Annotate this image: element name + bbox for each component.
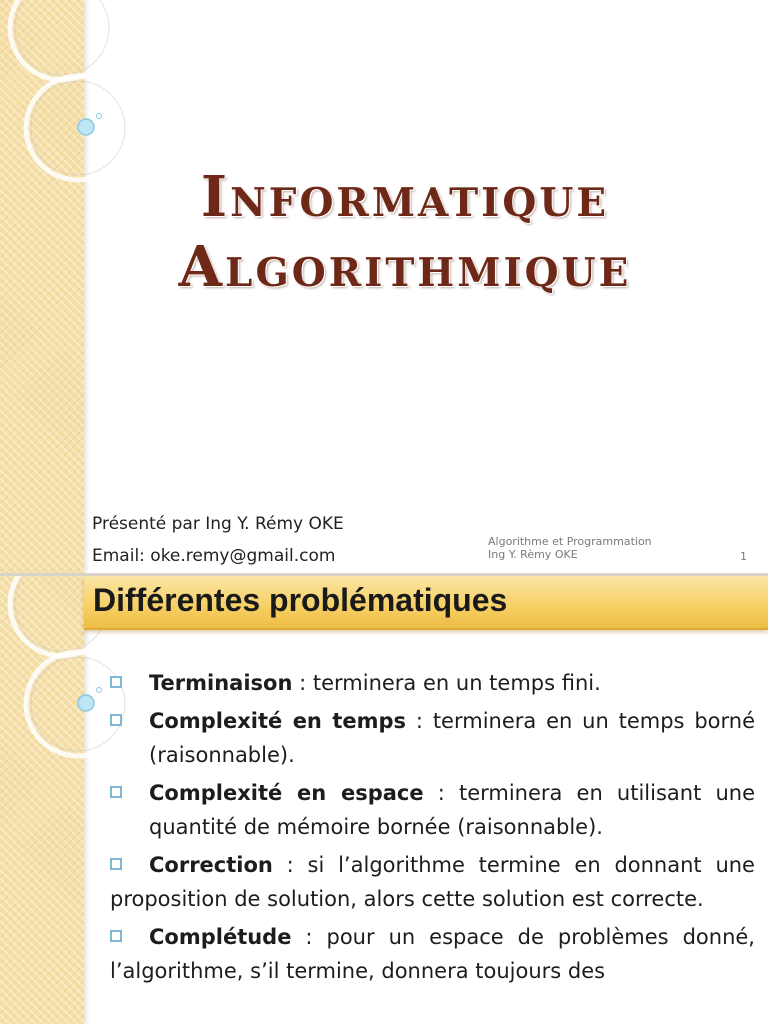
item-separator: : [291,925,327,949]
title-line-2: Algorithmique [178,234,632,300]
bubble-decoration [78,119,94,135]
presenter-info [92,508,344,572]
presentation-title [95,162,715,302]
list-item [110,666,755,700]
checkbox-bullet-icon [110,714,122,726]
list-item [110,704,755,772]
checkbox-bullet-icon [110,858,122,870]
item-text: si l’algorithme termine en donnant une proposition de solution, alors cette solution est correcte. [110,853,755,911]
checkbox-bullet-icon [110,676,122,688]
item-separator: : [423,781,459,805]
item-text: terminera en un temps fini. [312,671,601,695]
bubble-decoration [78,695,94,711]
checkbox-bullet-icon [110,786,122,798]
item-text: terminera en un temps borné (raisonnable). [149,709,755,767]
item-separator: : [406,709,433,733]
presenter-name: Présenté par Ing Y. Rémy OKE [92,514,344,534]
item-term: Correction [149,853,273,877]
footer-author: Ing Y. Rèmy OKE [488,548,578,561]
item-term: Complétude [149,925,292,949]
item-separator: : [272,853,308,877]
slide-title-bar [84,576,768,630]
checkbox-bullet-icon [110,930,122,942]
presenter-email: Email: oke.remy@gmail.com [92,546,336,566]
slide-footer [488,535,652,561]
list-item [110,920,755,988]
item-separator: : [292,671,313,695]
slide-title: Différentes problématiques [93,582,508,618]
list-item [110,776,755,844]
list-item [110,848,755,916]
page-number: 1 [740,550,747,563]
item-term: Terminaison [149,671,293,695]
title-line-1: Informatique [200,164,610,230]
content-slide [0,576,768,1024]
item-term: Complexité en espace [149,781,424,805]
footer-course: Algorithme et Programmation [488,535,652,548]
item-text: terminera en utilisant une quantité de mémoire bornée (raisonnable). [149,781,755,839]
item-term: Complexité en temps [149,709,407,733]
item-text: pour un espace de problèmes donné, l’algorithme, s’il termine, donnera toujours des [110,925,755,983]
bullet-list [110,666,755,992]
